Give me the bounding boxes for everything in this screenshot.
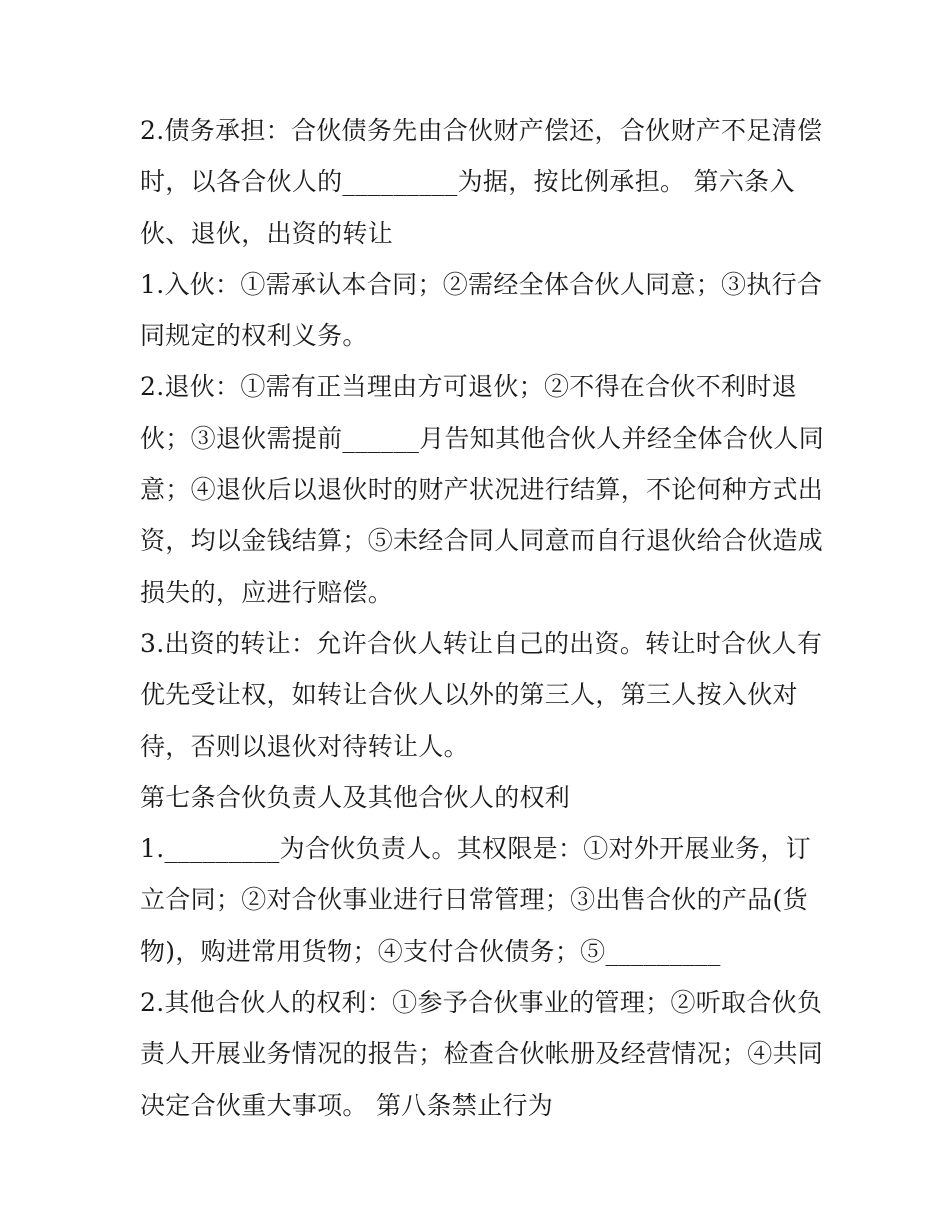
text-line: 2.退伙：①需有正当理由方可退伙；②不得在合伙不利时退	[140, 372, 797, 402]
text-line: 2.债务承担：合伙债务先由合伙财产偿还，合伙财产不足清偿	[140, 116, 823, 145]
section-heading: 第七条合伙负责人及其他合伙人的权利	[140, 782, 571, 812]
text-line: 意；④退伙后以退伙时的财产状况进行结算，不论何种方式出	[140, 475, 824, 505]
text-line: 2.其他合伙人的权利：①参予合伙事业的管理；②听取合伙负	[140, 988, 823, 1018]
text-line: 时，以各合伙人的_________为据，按比例承担。 第六条入	[140, 167, 795, 197]
text-line: 3.出资的转让：允许合伙人转让自己的出资。转让时合伙人有	[140, 628, 823, 658]
document-body	[140, 105, 840, 1131]
text-line: 决定合伙重大事项。 第八条禁止行为	[140, 1090, 554, 1120]
text-line: 责人开展业务情况的报告；检查合伙帐册及经营情况；④共同	[140, 1039, 824, 1069]
text-line: 伙、退伙，出资的转让	[140, 218, 394, 248]
text-line: 1._________为合伙负责人。其权限是：①对外开展业务，订	[140, 834, 811, 864]
text-line: 资，均以金钱结算；⑤未经合同人同意而自行退伙给合伙造成	[140, 526, 824, 556]
text-line: 优先受让权，如转让合伙人以外的第三人，第三人按入伙对	[140, 680, 798, 710]
text-line: 物)，购进常用货物；④支付合伙债务；⑤_________	[140, 936, 721, 966]
text-line: 同规定的权利义务。	[140, 321, 368, 351]
text-line: 损失的，应进行赔偿。	[140, 577, 394, 607]
text-line: 待，否则以退伙对待转让人。	[140, 731, 469, 761]
text-line: 立合同；②对合伙事业进行日常管理；③出售合伙的产品(货	[140, 885, 808, 915]
text-line: 1.入伙：①需承认本合同；②需经全体合伙人同意；③执行合	[140, 269, 823, 299]
text-line: 伙；③退伙需提前______月告知其他合伙人并经全体合伙人同	[140, 423, 825, 453]
